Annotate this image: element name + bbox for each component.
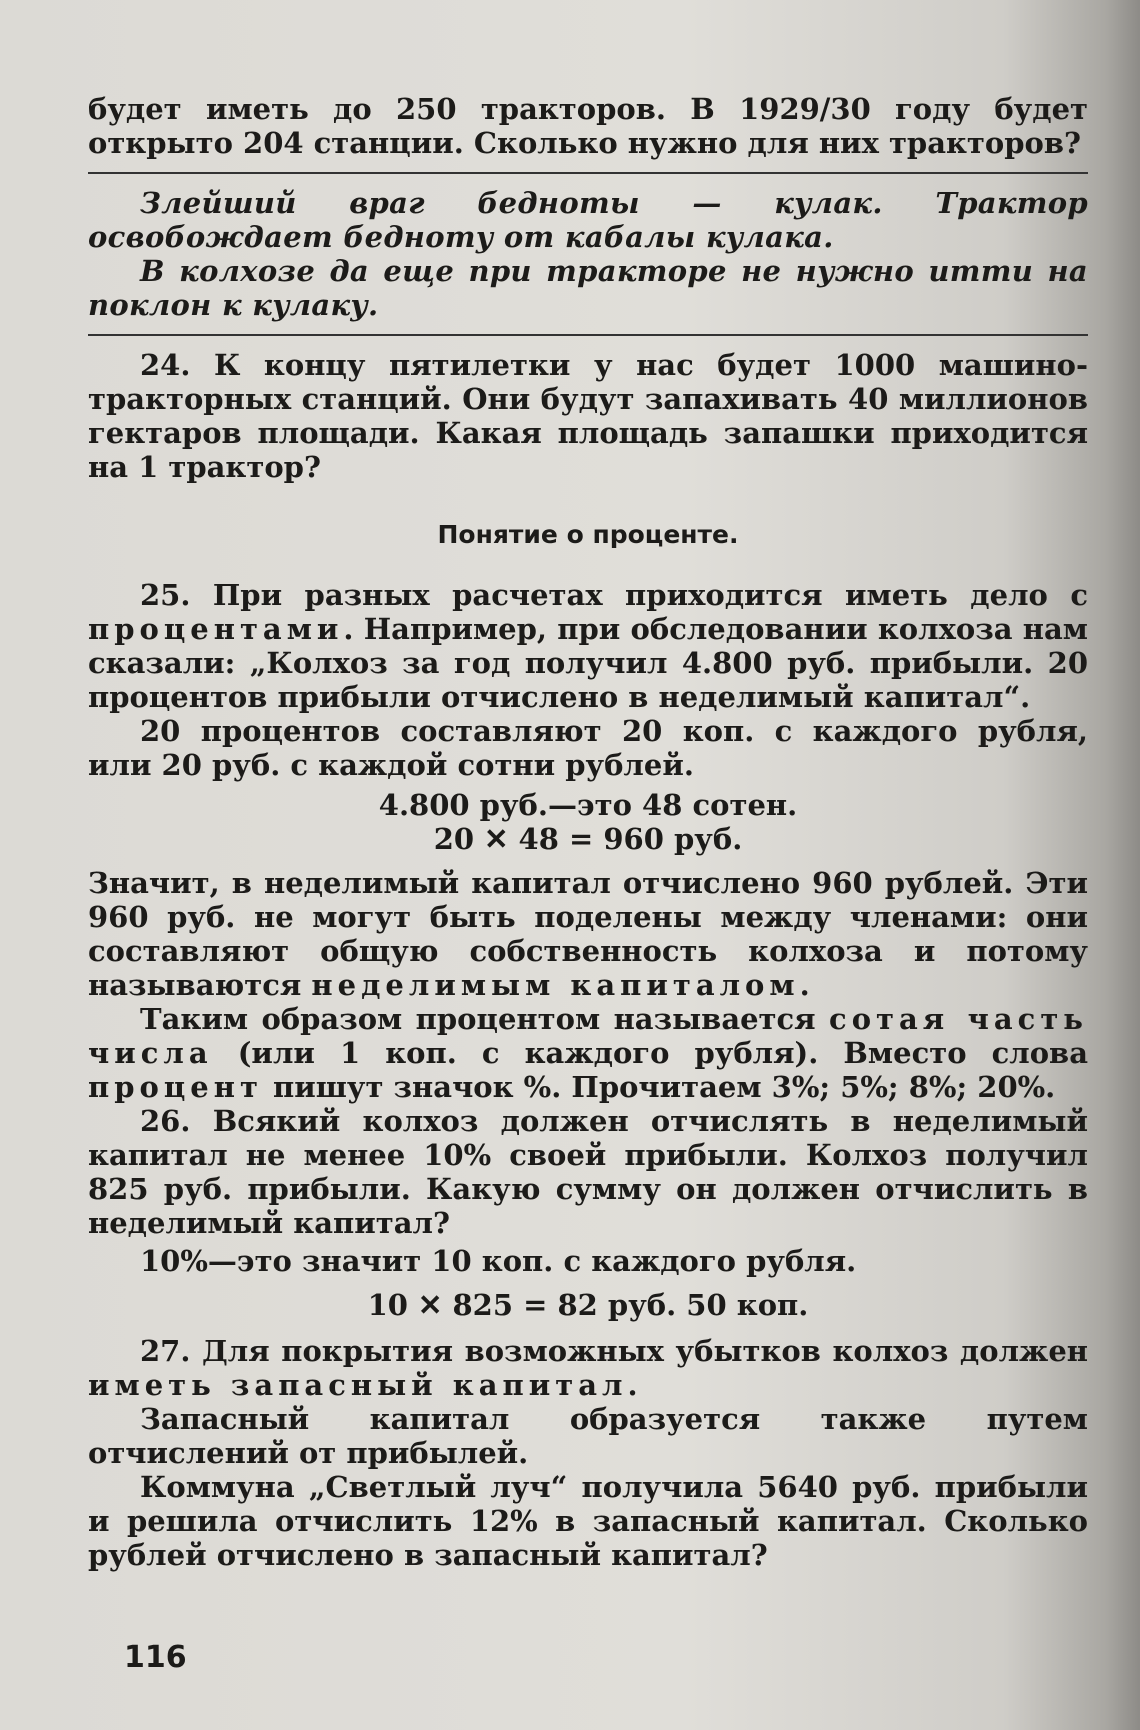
problem-25: [88, 578, 1088, 714]
p25-text-a: 25. При разных расчетах приходится иметь дело с: [140, 578, 1088, 612]
calc-line-2: 20 ✕ 48 = 960 руб.: [433, 822, 743, 856]
calc-line-1: 4.800 руб.—это 48 сотен.: [378, 788, 798, 822]
quote-kulak: Злейший враг бедноты — кулак. Трактор освобождает бедноту от кабалы кулака.: [88, 186, 1088, 254]
p27-explanation: Запасный капитал образуется также путем отчислений от прибылей.: [88, 1402, 1088, 1470]
section-heading: Понятие о проценте.: [437, 520, 739, 549]
term-reserve-capital: иметь запасный капитал: [88, 1368, 628, 1402]
p25-4a: Таким образом процентом называется: [140, 1002, 830, 1036]
term-procent: процент: [88, 1070, 263, 1104]
term-indivisible-capital: неделимым капиталом: [311, 968, 800, 1002]
quote-kolkhoz: В колхозе да еще при тракторе не нужно итти на поклон к кулаку.: [88, 254, 1088, 322]
problem-27: [88, 1334, 1088, 1402]
p25-3a: Значит, в неделимый капитал отчислено 960 рублей. Эти 960 руб. не могут быть поделены между членами: они составляют общую собственность колхоза и потому называются: [88, 866, 1088, 1002]
calc-line-3: 10 ✕ 825 = 82 руб. 50 коп.: [367, 1288, 809, 1322]
p25-4c: (или 1 коп. с каждого рубля). Вместо слова: [212, 1036, 1088, 1070]
p25-definition: [88, 1002, 1088, 1104]
problem-24: 24. К концу пятилетки у нас будет 1000 машино-тракторных станций. Они будут запахивать 40 миллионов гектаров площади. Какая площадь запашки приходится на 1 трактор?: [88, 348, 1088, 484]
problem-26: 26. Всякий колхоз должен отчислять в неделимый капитал не менее 10% своей прибыли. Колхоз получил 825 руб. прибыли. Какую сумму он должен отчислить в неделимый капитал?: [88, 1104, 1088, 1240]
p27-task: Коммуна „Светлый луч“ получила 5640 руб. прибыли и решила отчислить 12% в запасный капитал. Сколько рублей отчислено в запасный капитал?: [88, 1470, 1088, 1572]
top-divider: [88, 172, 1088, 174]
p25-conclusion: [88, 866, 1088, 1002]
page-text: [88, 92, 1088, 1572]
p26-explanation: 10%—это значит 10 коп. с каждого рубля.: [140, 1244, 857, 1278]
bottom-divider: [88, 334, 1088, 336]
p25-3c: .: [799, 968, 810, 1002]
p27-a: 27. Для покрытия возможных убытков колхоз должен: [140, 1334, 1088, 1368]
intro-paragraph: будет иметь до 250 тракторов. В 1929/30 году будет открыто 204 станции. Сколько нужно для них тракторов?: [88, 92, 1088, 160]
p25-text-c: . Например, при обследовании колхоза нам сказали: „Колхоз за год получил 4.800 руб. прибыли. 20 процентов прибыли отчислено в неделимый капитал“.: [88, 612, 1088, 714]
p25-4e: пишут значок %. Прочитаем 3%; 5%; 8%; 20%.: [262, 1070, 1056, 1104]
term-percent: процентами: [88, 612, 344, 646]
p27-c: .: [627, 1368, 638, 1402]
p25-explanation: 20 процентов составляют 20 коп. с каждого рубля, или 20 руб. с каждой сотни рублей.: [88, 714, 1088, 782]
page-number: 116: [124, 1640, 187, 1675]
term-hundredth-part: сотая часть числа: [88, 1002, 1088, 1070]
